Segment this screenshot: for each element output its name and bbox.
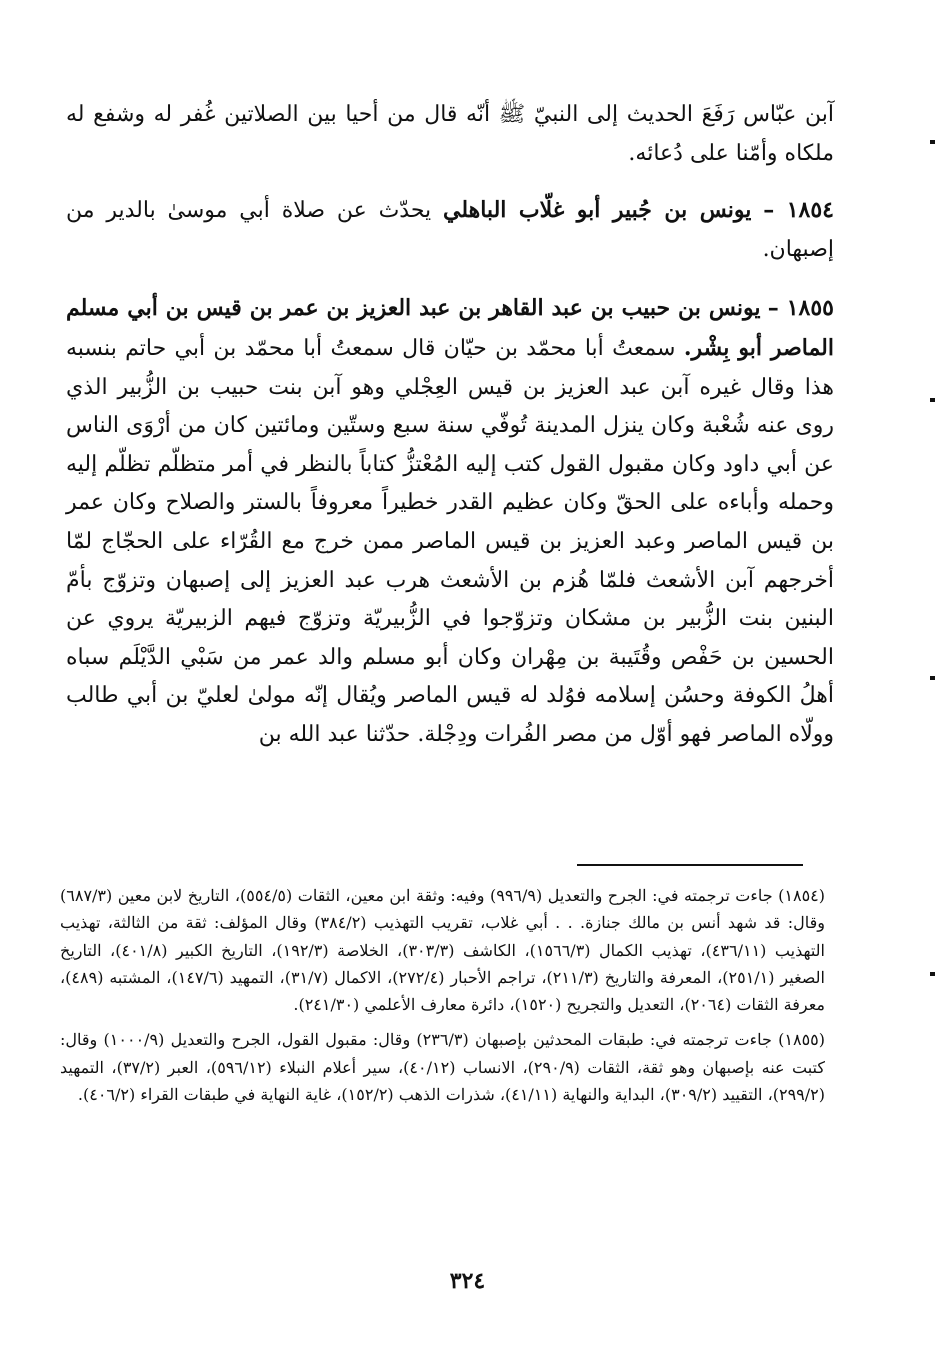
entry-body: سمعتُ أبا محمّد بن حيّان قال سمعتُ أبا محمّد بن أبي حاتم بنسبه هذا وقال غيره آبن عبد العزيز بن قيس العِجْلي وهو آبن بنت حبيب بن الزُّبير الذي روى عنه شُعْبة وكان ينزل المدينة تُوفّي سنة سبع وستّين ومائتين كان من أرْوَى الناس عن أبي داود وكان مقبول القول كتب إليه المُعْتزُّ كتاباً بالنظر في أمر متظلّم تظلّم إليه وحمله وأباءه على الحقّ وكان عظيم القدر خطيراً معروفاً بالستر والصلاح وكان عمر بن قيس الماصر وعبد العزيز بن قيس الماصر ممن خرج مع القُرّاء على الحجّاج لمّا أخرجهم آبن الأشعث فلمّا هُزم بن الأشعث هرب عبد العزيز إلى إصبهان وتزوّج بأمّ البنين بنت الزُّبير بن مشكان وتزوّجوا في الزُّبيريّة وتزوّج فيهم الزبيريّة يروي عن الحسين بن حَفْص وقُتَيبة بن مِهْران وكان أبو مسلم والد عمر من سَبْي الدَّيْلَم سباه أهلُ الكوفة وحسُن إسلامه فوُلد له قيس الماصر ويُقال إنّه مولىٰ لعليّ بن أبي طالب وولّاه الماصر فهو أوّل من مصر الفُرات ودِجْلة. حدّثنا عبد الله بن	[66, 335, 835, 747]
margin-mark	[930, 676, 935, 680]
entry-heading: يونس بن حبيب بن عبد القاهر بن عبد العزيز بن عمر بن قيس بن أبي مسلم الماصر أبو بِشْر.	[66, 295, 834, 361]
entry-number: ١٨٥٤ –	[763, 197, 834, 224]
page-number: ٣٢٤	[449, 1268, 486, 1294]
entry-body: يحدّث عن صلاة أبي موسىٰ بالدير من إصبهان.	[66, 198, 834, 262]
footnotes	[60, 882, 825, 1108]
footnote-divider	[577, 864, 803, 866]
margin-mark	[930, 398, 935, 402]
footnote-1854: (١٨٥٤) جاءت ترجمته في: الجرح والتعديل (٩٩٦/٩) وفيه: وثقة ابن معين، الثقات (٥٥٤/٥)، التاريخ لابن معين (٦٨٧/٣) وقال: قد شهد أنس بن مالك جنازة. . . أبي غلاب، تقريب التهذيب (٣٨٤/٢) وقال المؤلف: ثقة من الثالثة، تهذيب التهذيب (٤٣٦/١١)، تهذيب الكمال (١٥٦٦/٣)، الكاشف (٣٠٣/٣)، الخلاصة (١٩٢/٣)، التاريخ الكبير (٤٠١/٨)، التاريخ الصغير (٢٥١/١)، المعرفة والتاريخ (٢١١/٣)، تراجم الأحبار (٢٧٢/٤)، الاكمال (٣١/٧)، التمهيد (١٤٧/٦)، المشتبه (٤٨٩)، معرفة الثقات (٢٠٦٤)، التعديل والتجريح (١٥٢٠)، دائرة معارف الأعلمي (٢٤١/٣٠).	[60, 886, 826, 1015]
entry-1854	[66, 191, 834, 269]
entry-1855	[66, 289, 834, 754]
continued-paragraph: آبن عبّاس رَفَعَ الحديث إلى النبيّ ﷺ أنّه قال من أحيا بين الصلاتين غُفر له وشفع له ملكاه وأمّنا على دُعائه.	[66, 102, 834, 166]
entry-number: ١٨٥٥ –	[767, 295, 834, 322]
margin-mark	[930, 972, 935, 976]
footnote-1855: (١٨٥٥) جاءت ترجمته في: طبقات المحدثين بإصبهان (٢٣٦/٣) وقال: مقبول القول، الجرح والتعديل (١٠٠٠/٩) وقال: كتبت عنه بإصبهان وهو ثقة، الثقات (٢٩٠/٩)، الانساب (٤٠/١٢)، سير أعلام النبلاء (٥٩٦/١٢)، العبر (٣٧/٢)، التمهيد (٢٩٩/٢)، التقييد (٣٠٩/٢)، البداية والنهاية (٤١/١١)، شذرات الذهب (١٥٢/٢)، غاية النهاية في طبقات القراء (٤٠٦/٢).	[60, 1030, 826, 1105]
main-text	[66, 96, 834, 755]
margin-mark	[930, 140, 935, 144]
entry-heading: يونس بن جُبير أبو غلّاب الباهلي	[443, 197, 752, 224]
